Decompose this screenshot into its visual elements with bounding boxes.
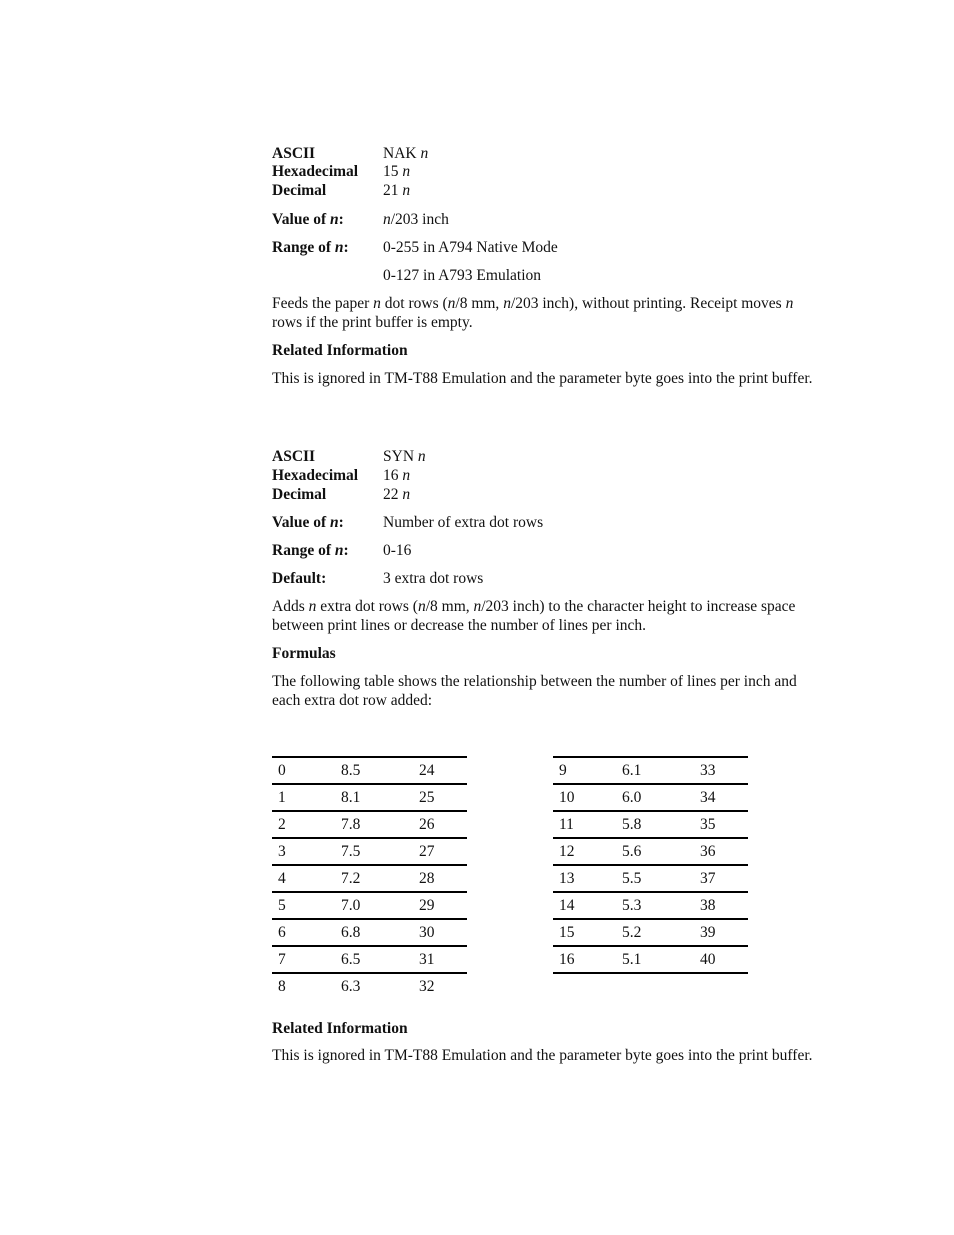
- lines-per-inch-table-left: [272, 756, 467, 999]
- table-row: [553, 784, 748, 811]
- lines-per-inch-cell: 6.3: [341, 973, 419, 999]
- table-row: [272, 865, 467, 892]
- syn-range-label: Range of n:: [272, 542, 349, 559]
- syn-dec-label: Decimal: [272, 486, 327, 503]
- lines-per-inch-cell: 5.3: [622, 892, 700, 919]
- nak-hex-value: 15 n: [383, 163, 411, 180]
- table-row: [272, 946, 467, 973]
- table-row: [553, 757, 748, 784]
- dot-rows-cell: 0: [272, 757, 341, 784]
- nak-range-label: Range of n:: [272, 239, 349, 256]
- dots-per-line-cell: 24: [419, 757, 467, 784]
- syn-ascii-value: SYN n: [383, 448, 426, 465]
- table-row: [553, 865, 748, 892]
- dot-rows-cell: 11: [553, 811, 622, 838]
- table-row: [272, 757, 467, 784]
- syn-value-label: Value of n:: [272, 514, 344, 531]
- syn-value-text: Number of extra dot rows: [383, 514, 544, 531]
- dot-rows-cell: 16: [553, 946, 622, 973]
- syn-hex-value: 16 n: [383, 467, 411, 484]
- table-row: [272, 973, 467, 999]
- dots-per-line-cell: 40: [700, 946, 748, 973]
- dots-per-line-cell: 36: [700, 838, 748, 865]
- dots-per-line-cell: 28: [419, 865, 467, 892]
- lines-per-inch-cell: 7.5: [341, 838, 419, 865]
- lines-per-inch-cell: 8.1: [341, 784, 419, 811]
- table-row: [553, 892, 748, 919]
- lines-per-inch-cell: 6.5: [341, 946, 419, 973]
- nak-value-label: Value of n:: [272, 211, 344, 228]
- lines-per-inch-cell: 6.1: [622, 757, 700, 784]
- dots-per-line-cell: 39: [700, 919, 748, 946]
- table-row: [553, 838, 748, 865]
- syn-description: Adds n extra dot rows (n/8 mm, n/203 inch) to the character height to increase space between print lines or decrease the number of lines per inch.: [272, 598, 796, 634]
- dot-rows-cell: 7: [272, 946, 341, 973]
- table-row: [553, 919, 748, 946]
- dot-rows-cell: 5: [272, 892, 341, 919]
- lines-per-inch-table-right: [553, 756, 748, 974]
- dot-rows-cell: 6: [272, 919, 341, 946]
- lines-per-inch-cell: 5.2: [622, 919, 700, 946]
- dot-rows-cell: 8: [272, 973, 341, 999]
- dots-per-line-cell: 35: [700, 811, 748, 838]
- dot-rows-cell: 10: [553, 784, 622, 811]
- table-row: [553, 946, 748, 973]
- syn-hex-label: Hexadecimal: [272, 467, 359, 484]
- syn-related-text: This is ignored in TM-T88 Emulation and the parameter byte goes into the print buffer.: [272, 1047, 813, 1064]
- syn-default-text: 3 extra dot rows: [383, 570, 484, 587]
- nak-range-2: 0-127 in A793 Emulation: [383, 267, 542, 284]
- lines-per-inch-cell: 6.8: [341, 919, 419, 946]
- lines-per-inch-cell: 6.0: [622, 784, 700, 811]
- nak-ascii-label: ASCII: [272, 145, 316, 162]
- nak-related-heading: Related Information: [272, 342, 408, 359]
- lines-per-inch-cell: 5.6: [622, 838, 700, 865]
- nak-description: Feeds the paper n dot rows (n/8 mm, n/203 inch), without printing. Receipt moves n rows if the print buffer is empty.: [272, 295, 794, 331]
- syn-related-heading: Related Information: [272, 1020, 408, 1037]
- dots-per-line-cell: 38: [700, 892, 748, 919]
- dot-rows-cell: 14: [553, 892, 622, 919]
- syn-range-text: 0-16: [383, 542, 412, 559]
- dot-rows-cell: 13: [553, 865, 622, 892]
- syn-dec-value: 22 n: [383, 486, 411, 503]
- dot-rows-cell: 9: [553, 757, 622, 784]
- table-row: [272, 784, 467, 811]
- dots-per-line-cell: 37: [700, 865, 748, 892]
- syn-formulas-text: The following table shows the relationship between the number of lines per inch and each extra dot row added:: [272, 673, 797, 709]
- dots-per-line-cell: 30: [419, 919, 467, 946]
- dots-per-line-cell: 29: [419, 892, 467, 919]
- table-row: [272, 811, 467, 838]
- dot-rows-cell: 2: [272, 811, 341, 838]
- dot-rows-cell: 1: [272, 784, 341, 811]
- lines-per-inch-cell: 5.8: [622, 811, 700, 838]
- nak-value-text: n/203 inch: [383, 211, 449, 228]
- lines-per-inch-cell: 5.1: [622, 946, 700, 973]
- lines-per-inch-cell: 7.8: [341, 811, 419, 838]
- dots-per-line-cell: 33: [700, 757, 748, 784]
- nak-related-text: This is ignored in TM-T88 Emulation and the parameter byte goes into the print buffer.: [272, 370, 813, 387]
- nak-ascii-value: NAK n: [383, 145, 429, 162]
- nak-hex-label: Hexadecimal: [272, 163, 359, 180]
- syn-ascii-label: ASCII: [272, 448, 316, 465]
- dot-rows-cell: 4: [272, 865, 341, 892]
- nak-dec-value: 21 n: [383, 182, 411, 199]
- dots-per-line-cell: 27: [419, 838, 467, 865]
- dots-per-line-cell: 32: [419, 973, 467, 999]
- table-row: [272, 892, 467, 919]
- table-row: [553, 811, 748, 838]
- nak-dec-label: Decimal: [272, 182, 327, 199]
- dots-per-line-cell: 26: [419, 811, 467, 838]
- dot-rows-cell: 3: [272, 838, 341, 865]
- lines-per-inch-cell: 7.0: [341, 892, 419, 919]
- nak-range-1: 0-255 in A794 Native Mode: [383, 239, 558, 256]
- syn-formulas-heading: Formulas: [272, 645, 336, 662]
- lines-per-inch-cell: 5.5: [622, 865, 700, 892]
- lines-per-inch-cell: 7.2: [341, 865, 419, 892]
- syn-default-label: Default:: [272, 570, 327, 587]
- dot-rows-cell: 12: [553, 838, 622, 865]
- dots-per-line-cell: 34: [700, 784, 748, 811]
- dot-rows-cell: 15: [553, 919, 622, 946]
- table-row: [272, 919, 467, 946]
- dots-per-line-cell: 25: [419, 784, 467, 811]
- table-row: [272, 838, 467, 865]
- lines-per-inch-cell: 8.5: [341, 757, 419, 784]
- dots-per-line-cell: 31: [419, 946, 467, 973]
